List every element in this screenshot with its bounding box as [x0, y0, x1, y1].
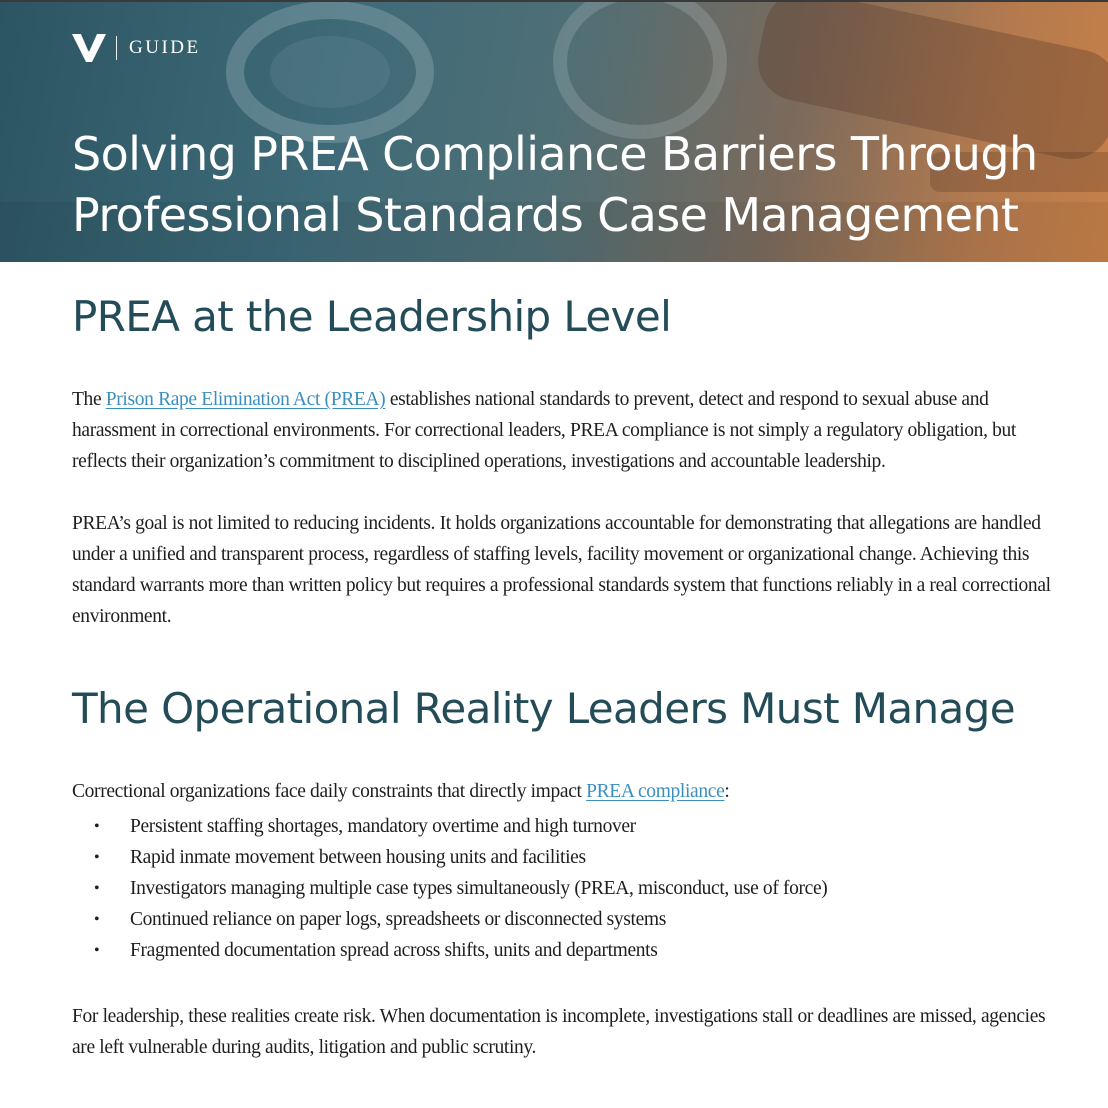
paragraph-constraints-intro	[72, 776, 1052, 807]
list-item: • Persistent staffing shortages, mandatory overtime and high turnover	[72, 811, 1052, 842]
paragraph-leadership-risk: For leadership, these realities create risk. When documentation is incomplete, investigations stall or deadlines are missed, agencies are left vulnerable during audits, litigation and public scrutiny.	[72, 1006, 1046, 1058]
list-item: • Continued reliance on paper logs, spreadsheets or disconnected systems	[72, 904, 1052, 935]
section-heading-operational-reality: The Operational Reality Leaders Must Manage	[72, 684, 1015, 733]
v-logo-icon	[72, 34, 106, 62]
constraints-list	[72, 811, 1052, 966]
paragraph-prea-goal: PREA’s goal is not limited to reducing incidents. It holds organizations accountable for demonstrating that allegations are handled under a unified and transparent process, regardless of staffing levels, facility movement or organizational change. Achieving this standard warrants more than written policy but requires a professional standards system that functions reliably in a real correctional environment.	[72, 513, 1051, 627]
brand-lockup	[72, 33, 201, 63]
hero-banner	[0, 0, 1108, 262]
list-item: • Fragmented documentation spread across shifts, units and departments	[72, 935, 1052, 966]
section-heading-leadership: PREA at the Leadership Level	[72, 292, 672, 341]
prea-compliance-link[interactable]: PREA compliance	[586, 781, 725, 802]
brand-divider	[116, 36, 117, 60]
article-body	[72, 282, 1052, 1063]
list-item: • Investigators managing multiple case types simultaneously (PREA, misconduct, use of force)	[72, 873, 1052, 904]
prea-act-link[interactable]: Prison Rape Elimination Act (PREA)	[105, 389, 386, 410]
paragraph-text: establishes national standards to prevent, detect and respond to sexual abuse and harassment in correctional environments. For correctional leaders, PREA compliance is not simply a regulatory obligation, but reflects their organization’s commitment to disciplined operations, investigations and accountable leadership.	[72, 389, 1017, 472]
paragraph-prea-intro	[72, 384, 1052, 477]
page-title: Solving PREA Compliance Barriers Through Professional Standards Case Management	[72, 127, 1038, 242]
list-item: • Rapid inmate movement between housing units and facilities	[72, 842, 1052, 873]
paragraph-text: Correctional organizations face daily constraints that directly impact	[72, 781, 587, 802]
paragraph-text: The	[72, 389, 106, 410]
brand-tag: GUIDE	[129, 37, 201, 58]
paragraph-text: :	[724, 781, 730, 802]
